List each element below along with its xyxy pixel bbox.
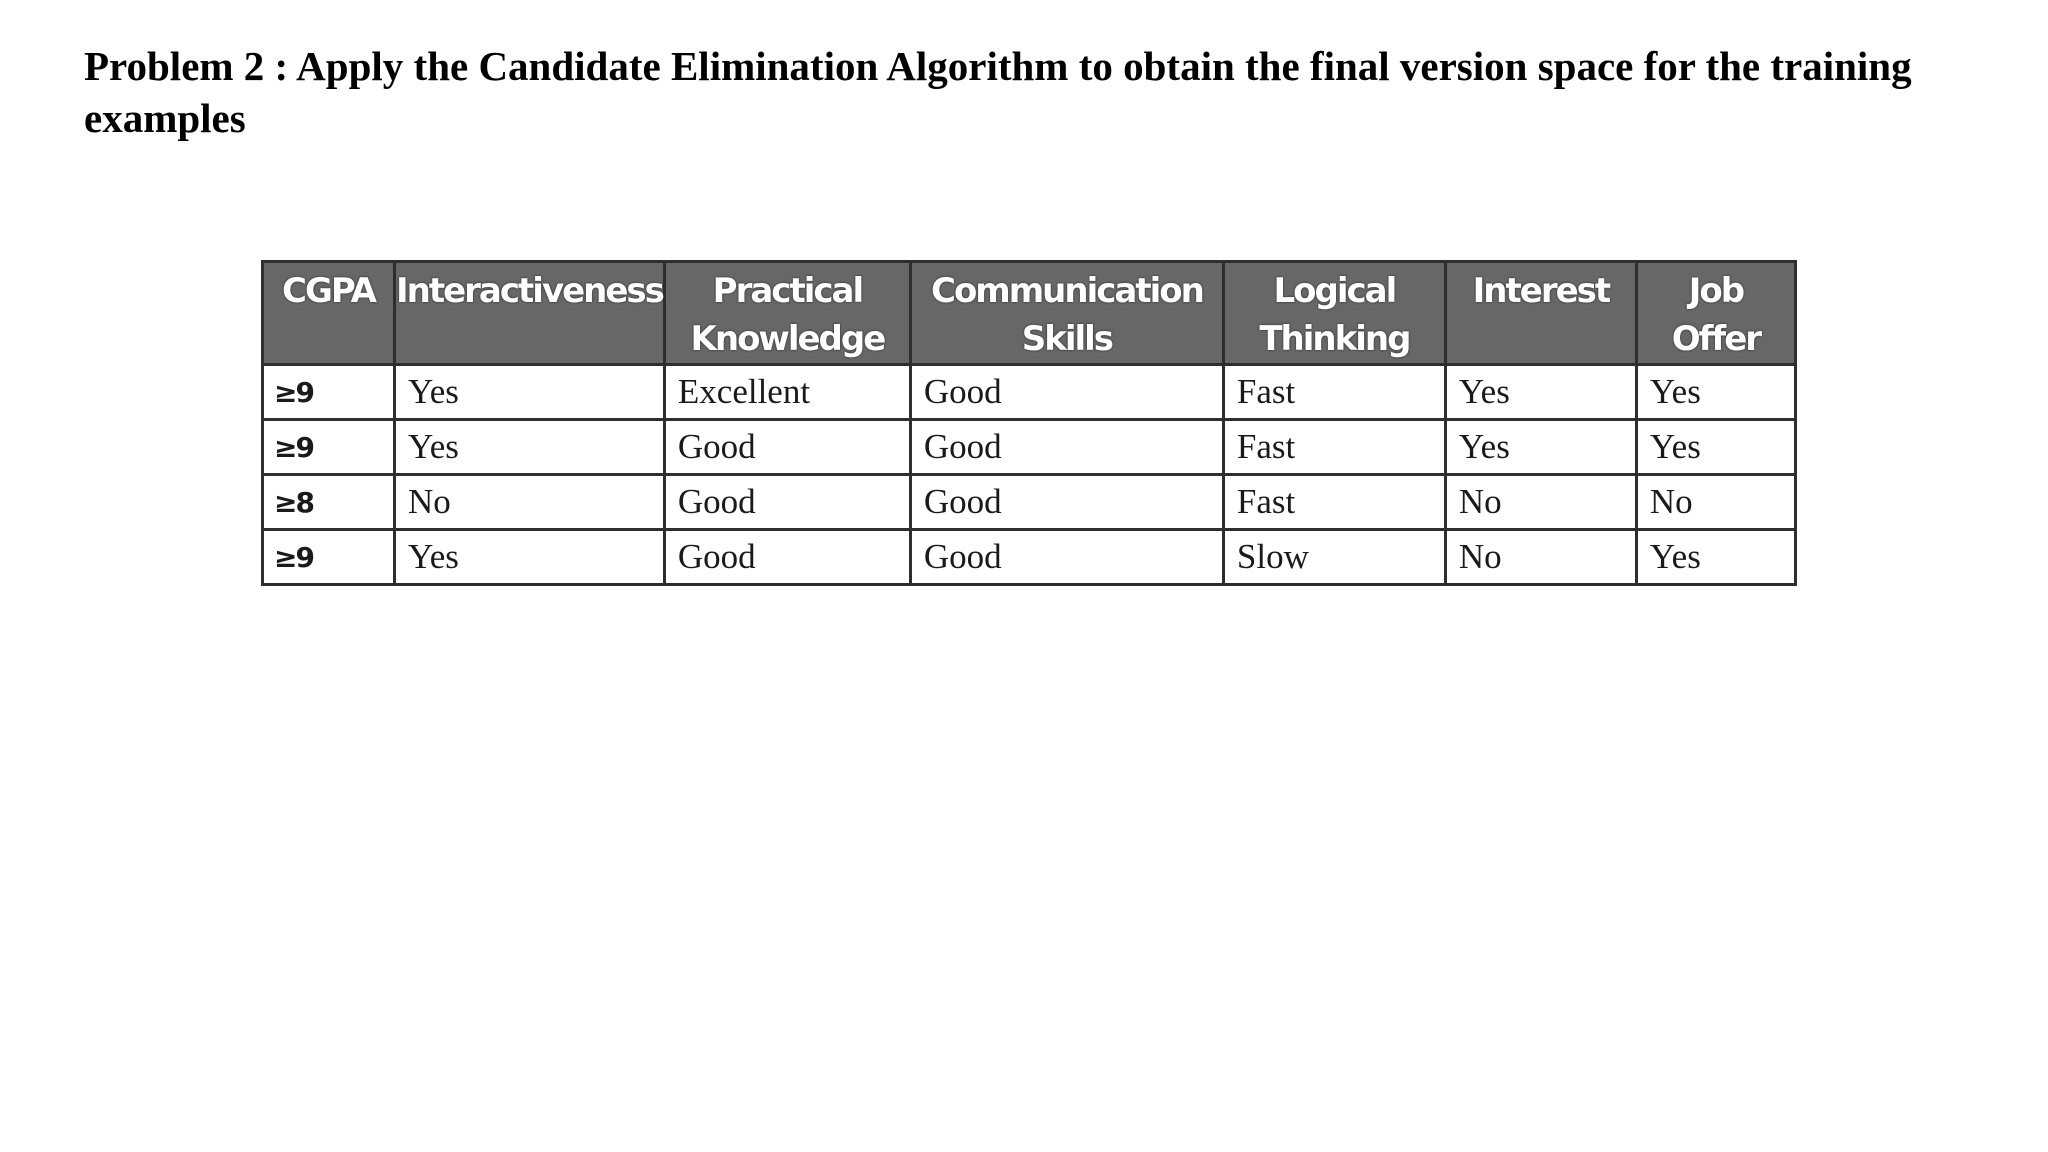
header-interactiveness (395, 262, 665, 365)
cell-interest: Yes (1445, 365, 1636, 420)
cell-interest: No (1445, 530, 1636, 585)
cell-interactiveness: Yes (395, 530, 665, 585)
header-cgpa-line1: CGPA (282, 271, 375, 311)
header-practical-knowledge-line2: Knowledge (690, 319, 885, 359)
header-communication-skills-line2: Skills (1021, 319, 1113, 359)
cell-practical-knowledge: Excellent (664, 365, 910, 420)
problem-title: Problem 2 : Apply the Candidate Elimination Algorithm to obtain the final version space for the training examples (84, 43, 1912, 141)
header-logical-thinking (1223, 262, 1445, 365)
cell-interactiveness: Yes (395, 420, 665, 475)
table-row (263, 475, 1796, 530)
cell-practical-knowledge: Good (664, 475, 910, 530)
cell-interactiveness: No (395, 475, 665, 530)
cell-job-offer: Yes (1636, 530, 1795, 585)
cell-practical-knowledge: Good (664, 530, 910, 585)
table-row (263, 365, 1796, 420)
table-row (263, 530, 1796, 585)
header-interactiveness-line1: Interactiveness (396, 271, 663, 311)
cell-communication-skills: Good (910, 475, 1223, 530)
cell-cgpa: ≥9 (263, 365, 395, 420)
cell-cgpa: ≥9 (263, 420, 395, 475)
table-header-row (263, 262, 1796, 365)
cell-interactiveness: Yes (395, 365, 665, 420)
cell-communication-skills: Good (910, 420, 1223, 475)
cell-interest: Yes (1445, 420, 1636, 475)
cell-logical-thinking: Slow (1223, 530, 1445, 585)
cell-logical-thinking: Fast (1223, 475, 1445, 530)
header-logical-thinking-line2: Thinking (1259, 319, 1410, 359)
cell-communication-skills: Good (910, 365, 1223, 420)
header-practical-knowledge (664, 262, 910, 365)
cell-communication-skills: Good (910, 530, 1223, 585)
header-interest-line1: Interest (1472, 271, 1610, 311)
training-examples-table-container (261, 260, 1797, 586)
cell-practical-knowledge: Good (664, 420, 910, 475)
header-cgpa (263, 262, 395, 365)
cell-job-offer: Yes (1636, 365, 1795, 420)
table-row (263, 420, 1796, 475)
header-job-offer-line2: Offer (1671, 319, 1761, 359)
header-interest (1445, 262, 1636, 365)
cell-logical-thinking: Fast (1223, 420, 1445, 475)
cell-cgpa: ≥8 (263, 475, 395, 530)
cell-job-offer: No (1636, 475, 1795, 530)
cell-job-offer: Yes (1636, 420, 1795, 475)
header-logical-thinking-line1: Logical (1273, 271, 1396, 311)
cell-interest: No (1445, 475, 1636, 530)
training-examples-table (261, 260, 1797, 586)
cell-logical-thinking: Fast (1223, 365, 1445, 420)
header-communication-skills (910, 262, 1223, 365)
header-practical-knowledge-line1: Practical (712, 271, 863, 311)
header-job-offer (1636, 262, 1795, 365)
header-job-offer-line1: Job (1688, 271, 1744, 311)
header-communication-skills-line1: Communication (931, 271, 1203, 311)
cell-cgpa: ≥9 (263, 530, 395, 585)
